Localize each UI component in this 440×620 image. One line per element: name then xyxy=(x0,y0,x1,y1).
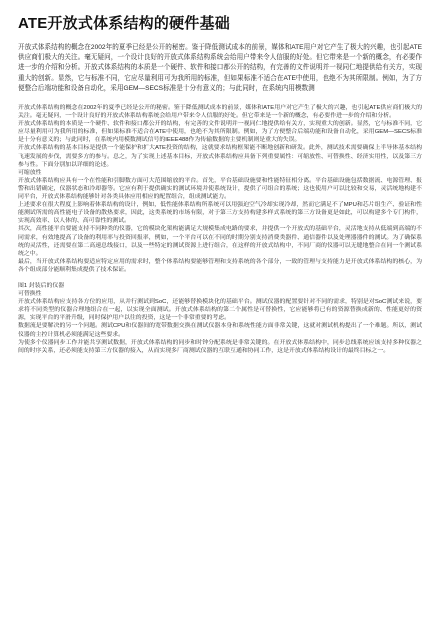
body-paragraph: 开放式体系结构应支持各方位的应用，从并行测试到SoC，还能够替换模块化的基础平台。测试仪器的配置要针对不同的需求，特别是对SoC测试来说，要求将不同类型的仪器合理地组合在一起，以实现全面测试。开放式体系结构的第二个属性是可替换性，它应能够将已有的资源替换成新的、性能更好的资源，实现平台的平滑升级，同时保护用户以往的投资，这是一个非常重要的考虑。 xyxy=(18,299,422,322)
section-heading: 可替换性 xyxy=(18,291,42,298)
body-paragraph: 为使多个仪器同步工作并能共享测试数据，开放式体系结构的同步和时钟分配系统是非常关键的。在开放式体系结构中，同步总线系统应该支持多种仪器之间的时序关系，还必须能支持第三方仪器的接入，从而实现多厂商测试仪器的互联互通和协同工作，这是开放式体系结构设计的最终目标之一。 xyxy=(18,339,422,354)
body-paragraph: 最后，当开放式体系结构要适应特定应用的需求时，整个体系结构要能够管理和支持系统的各个部分，一致的管理与支持能力是开放式体系结构的核心，为各个组成部分能顺利集成提供了技术保证。 xyxy=(18,258,422,273)
body-paragraph: 开放式体系结构的概念在2002年的夏季已经是公开的秘密。鉴于降低测试成本的前景，媒体和ATE用户对它产生了极大的兴趣，也引起ATE供应商们极大的关注。毫无疑问，一个设计良好的开放式体系结构系统会给用户带来令人信服的好处。但它带来是一个新的概念，有必要作进一步的介绍和分析。 xyxy=(18,105,422,120)
body-paragraph: 其次，高性能平台要能支持不同种类的仪器，它的模块化架构能满足大规模集成电路的要求，并提供一个开放式的基础平台，灵活地支持从低端到高端的不同需求，有效地提高了设备的利用率与投资回报率，例如，一个平台可以在不同的时期分别支持消费类器件、通信器件以及处理器器件的测试。为了确保系统的灵活性，还需要在第二高速总线接口，以及一些特定的测试资源上进行组合，在这样的开放式结构中，不同厂商的仪器可以无缝地整合在同一个测试系统之中。 xyxy=(18,226,422,257)
spacer xyxy=(18,274,422,282)
figure-caption: 图1 封装后的仪器 xyxy=(18,282,65,289)
article-title: ATE开放式体系结构的硬件基础 xyxy=(18,15,230,32)
body-paragraph: 数据流是要解决的另一个问题。测试CPU和仪器间的宽带数据交换在测试仪器本身和系统性能方面非常关键，这就对测试机构提出了一个难题。所以，测试仪器的主控计算机必须能满足这些要求。 xyxy=(18,323,422,338)
article-body xyxy=(18,104,422,355)
body-paragraph: 开放式体系结构应具有一个在性能和引脚数方面可大范围缩放的平台。首先，平台基础设施要和性能特征相分离。平台基础设施包括数据流、电源管理、报警和出错确定，仪器状态和冷却器等。它应有利于提供确实的测试环境并使系统设计，提供了可组合的系统；这也使用户可以比较和交易，灵活统地构建不同平台，开放式体系结构能够针对各类具体应用相应的配置组合，组成测试能力。 xyxy=(18,177,422,201)
body-paragraph: 开放式体系结构的基本目标是提供一个能保护和扩大ATE投资的结构，这就要求结构框架能不断地创新和研发。此外，测试技术需要确保上半导体基本结构飞速发展的步伐，需要多方的参与。总之，为了实现上述基本目标，开放式体系结构应具备下列重要属性：可缩放性、可替换性、经济实用性，以及第三方参与性。下面分别加以详细的论述。 xyxy=(18,145,422,168)
body-paragraph: 开放式体系结构的本质是一个硬件、软件和接口都公开的结构，有完善的文件说明并一视同仁地提供给有关方，实现重大的创新。显然，它与标准不同，它应尽量利用可为我所用的标准，但如果标准不适合在ATE中使用，也绝不为其所限制。例如，为了方便整合后端功能和设备自动化，采用GEM—SECS标准是十分有意义的；与此同时，在系统内用模数测试信号的IEEE488作为传输数据的主要机制则是重大的失误。 xyxy=(18,121,422,144)
article-lead: 开放式体系结构的概念在2002年的夏季已经是公开的秘密。鉴于降低测试成本的前景，媒体和ATE用户对它产生了极大的兴趣，也引起ATE供应商们极大的关注。毫无疑问，一个设计良好的开放式体系结构系统会给用户带来令人信服的好处。但它带来是一个新的概念，有必要作进一步的介绍和分析。开放式体系结构的本质是一个硬件、软件和接口都公开的结构，有完善的文件说明并一视同仁地提供给有关方，实现重大的创新。显然，它与标准不同，它应尽量利用可为我所用的标准，但如果标准不适合在ATE中使用，也绝不为其所限制。例如，为了方便整合后端功能和设备自动化，采用GEM—SECS标准是十分有意义的；与此同时，在系统内用模数测 xyxy=(18,44,422,92)
section-heading: 可缩放性 xyxy=(18,169,42,176)
body-paragraph: 上述要求在很大程度上影响着体系结构的设计，例如，低性能体系结构所系统可以用强迫空气冷却实现冷却，然而它满足不了MPU和芯片组生产、验证和性能测试所需的高性能电子设备的散热要求，因此，这类系统的市场有限，对于第三方支持构建多样式系统的第三方设备更是如此，可以构建多个专门构件，实现高效率、以人体的、高可靠性的测试。 xyxy=(18,202,422,225)
